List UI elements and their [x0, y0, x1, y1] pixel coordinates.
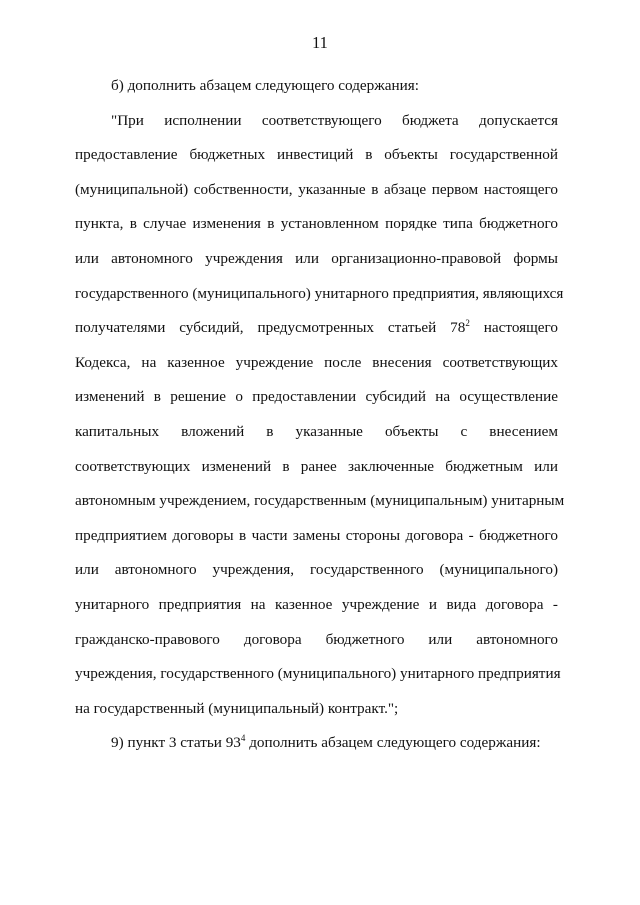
- quote-line-14: или автономного учреждения, государственного (муниципального): [75, 561, 558, 579]
- quote-line-3: (муниципальной) собственности, указанные в абзаце первом настоящего: [75, 180, 558, 198]
- quote-line-18: на государственный (муниципальный) контракт.";: [75, 699, 399, 717]
- paragraph-item-9: [75, 726, 558, 761]
- quote-line-12: автономным учреждением, государственным (муниципальным) унитарным: [75, 492, 565, 510]
- paragraph-b-intro: б) дополнить абзацем следующего содержания:: [111, 77, 419, 94]
- quote-line-8: Кодекса, на казенное учреждение после внесения соответствующих: [75, 353, 558, 371]
- quote-line-15: унитарного предприятия на казенное учреждение и вида договора -: [75, 595, 558, 613]
- quote-line-9: изменений в решение о предоставлении субсидий на осуществление: [75, 388, 558, 406]
- quote-line-7: [75, 311, 558, 346]
- quote-line-16: гражданско-правового договора бюджетного или автономного: [75, 630, 558, 648]
- item-9-prefix: 9) пункт 3 статьи 93: [111, 734, 241, 752]
- quote-line-5: или автономного учреждения или организационно-правовой формы: [75, 249, 558, 267]
- quote-line-11: соответствующих изменений в ранее заключенные бюджетным или: [75, 457, 558, 475]
- quote-line-4: пункта, в случае изменения в установленном порядке типа бюджетного: [75, 215, 558, 233]
- quote-line-6: государственного (муниципального) унитарного предприятия, являющихся: [75, 284, 564, 302]
- document-body: [75, 69, 565, 761]
- quote-line-17: учреждения, государственного (муниципального) унитарного предприятия: [75, 665, 561, 683]
- page-number: 11: [312, 33, 328, 52]
- quote-line-7-tail: настоящего: [483, 319, 558, 337]
- superscript-4: 4: [240, 733, 246, 744]
- item-9-suffix: дополнить абзацем следующего содержания:: [249, 734, 541, 752]
- quote-line-7-text: получателями субсидий, предусмотренных статьей 78: [75, 319, 466, 337]
- superscript-2: 2: [465, 318, 470, 329]
- quoted-paragraph: [75, 104, 565, 727]
- quote-line-10: капитальных вложений в указанные объекты с внесением: [75, 422, 558, 440]
- quote-line-13: предприятием договоры в части замены стороны договора - бюджетного: [75, 526, 558, 544]
- quote-line-1: "При исполнении соответствующего бюджета допускается: [111, 111, 558, 129]
- quote-line-2: предоставление бюджетных инвестиций в объекты государственной: [75, 146, 558, 164]
